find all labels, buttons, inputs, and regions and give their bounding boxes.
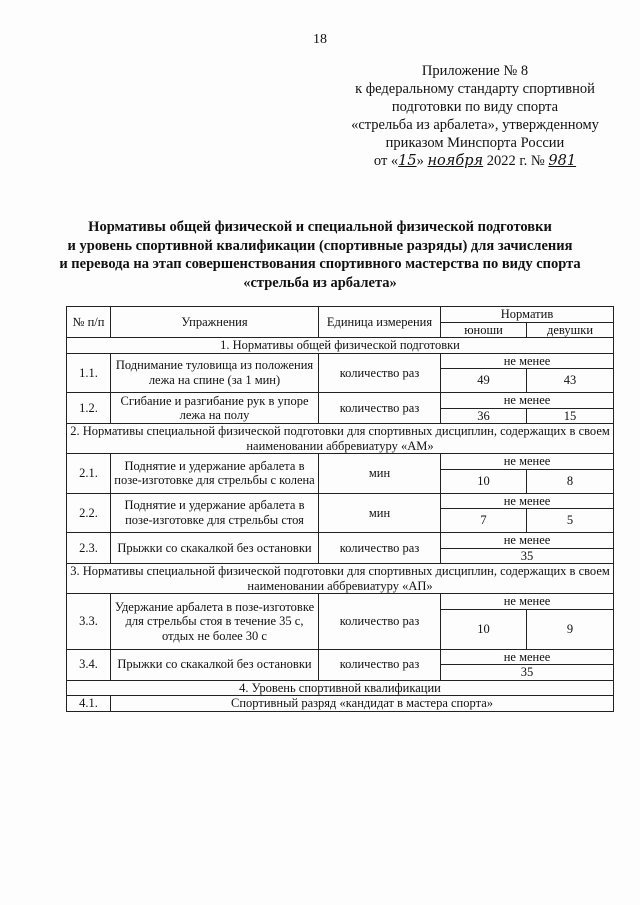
row-exercise: Поднятие и удержание арбалета в позе-изготовке для стрельбы стоя [111,493,319,533]
section-title: 4. Уровень спортивной квалификации [67,680,614,696]
appendix-date [330,152,620,170]
row-num: 3.4. [67,649,111,680]
row-unit: количество раз [319,594,441,650]
row-exercise: Удержание арбалета в позе-изготовке для стрельбы стоя в течение 35 с, отдых не более 30 с [111,594,319,650]
section-row [67,338,614,354]
row-exercise: Сгибание и разгибание рук в упоре лежа на полу [111,393,319,424]
table-row [67,696,614,712]
appendix-line: к федеральному стандарту спортивной [355,81,595,97]
row-qualifier: не менее [441,594,614,610]
row-unit: количество раз [319,533,441,564]
value-girls: 8 [527,469,614,493]
table-header-row [67,307,614,323]
row-num: 4.1. [67,696,111,712]
row-num: 1.2. [67,393,111,424]
table-row [67,594,614,610]
header-exercise: Упражнения [111,307,319,338]
row-num: 2.1. [67,454,111,494]
row-num: 3.3. [67,594,111,650]
page-number: 18 [313,32,327,47]
row-qualifier: не менее [441,533,614,549]
row-exercise: Поднимание туловища из положения лежа на спине (за 1 мин) [111,353,319,393]
header-boys: юноши [441,322,527,338]
row-unit: количество раз [319,353,441,393]
header-norm: Норматив [441,307,614,323]
table-row [67,353,614,369]
row-unit: количество раз [319,649,441,680]
norms-table [66,306,614,712]
value-combined: 35 [441,665,614,681]
date-mid: » [416,153,424,169]
row-qualifier: не менее [441,454,614,470]
header-unit: Единица измерения [319,307,441,338]
title-line: Нормативы общей физической и специальной физической подготовки [88,219,552,235]
appendix-title: Приложение № 8 [421,63,529,79]
handwritten-month: ноября [427,153,484,169]
row-num: 2.2. [67,493,111,533]
row-unit: количество раз [319,393,441,424]
handwritten-day: 15 [398,153,417,169]
section-row [67,424,614,454]
row-qualifier: не менее [441,353,614,369]
appendix-line: подготовки по виду спорта [391,99,559,115]
header-girls: девушки [527,322,614,338]
appendix-line: «стрельба из арбалета», утвержденному [351,117,599,133]
value-girls: 15 [527,408,614,424]
value-girls: 43 [527,369,614,393]
section-title: 1. Нормативы общей физической подготовки [67,338,614,354]
row-unit: мин [319,493,441,533]
table-row [67,649,614,665]
table-row [67,533,614,549]
title-line: и уровень спортивной квалификации (спортивные разряды) для зачисления [67,237,573,254]
appendix-line: приказом Минспорта России [385,135,565,151]
value-boys: 7 [441,509,527,533]
value-boys: 10 [441,469,527,493]
row-qualification: Спортивный разряд «кандидат в мастера спорта» [111,696,614,712]
row-qualifier: не менее [441,393,614,409]
section-title: 2. Нормативы специальной физической подготовки для спортивных дисциплин, содержащих в своем наименовании аббревиатуру «АМ» [67,424,614,454]
row-num: 2.3. [67,533,111,564]
row-exercise: Прыжки со скакалкой без остановки [111,649,319,680]
header-num: № п/п [67,307,111,338]
title-line: «стрельба из арбалета» [243,274,397,291]
table-row [67,393,614,409]
title-line: и перевода на этап совершенствования спортивного мастерства по виду спорта [59,256,581,272]
value-girls: 5 [527,509,614,533]
date-suffix: 2022 г. № [486,153,545,169]
value-boys: 49 [441,369,527,393]
handwritten-order-number: 981 [548,153,577,169]
section-title: 3. Нормативы специальной физической подготовки для спортивных дисциплин, содержащих в своем наименовании аббревиатуру «АП» [67,564,614,594]
value-boys: 10 [441,609,527,649]
row-qualifier: не менее [441,493,614,509]
row-qualifier: не менее [441,649,614,665]
date-prefix: от « [373,153,399,169]
section-row [67,564,614,594]
row-unit: мин [319,454,441,494]
row-exercise: Поднятие и удержание арбалета в позе-изготовке для стрельбы с колена [111,454,319,494]
section-row [67,680,614,696]
value-girls: 9 [527,609,614,649]
table-row [67,454,614,470]
value-boys: 36 [441,408,527,424]
row-num: 1.1. [67,353,111,393]
table-row [67,493,614,509]
document-title [40,218,600,292]
value-combined: 35 [441,548,614,564]
appendix-header [330,62,620,170]
row-exercise: Прыжки со скакалкой без остановки [111,533,319,564]
